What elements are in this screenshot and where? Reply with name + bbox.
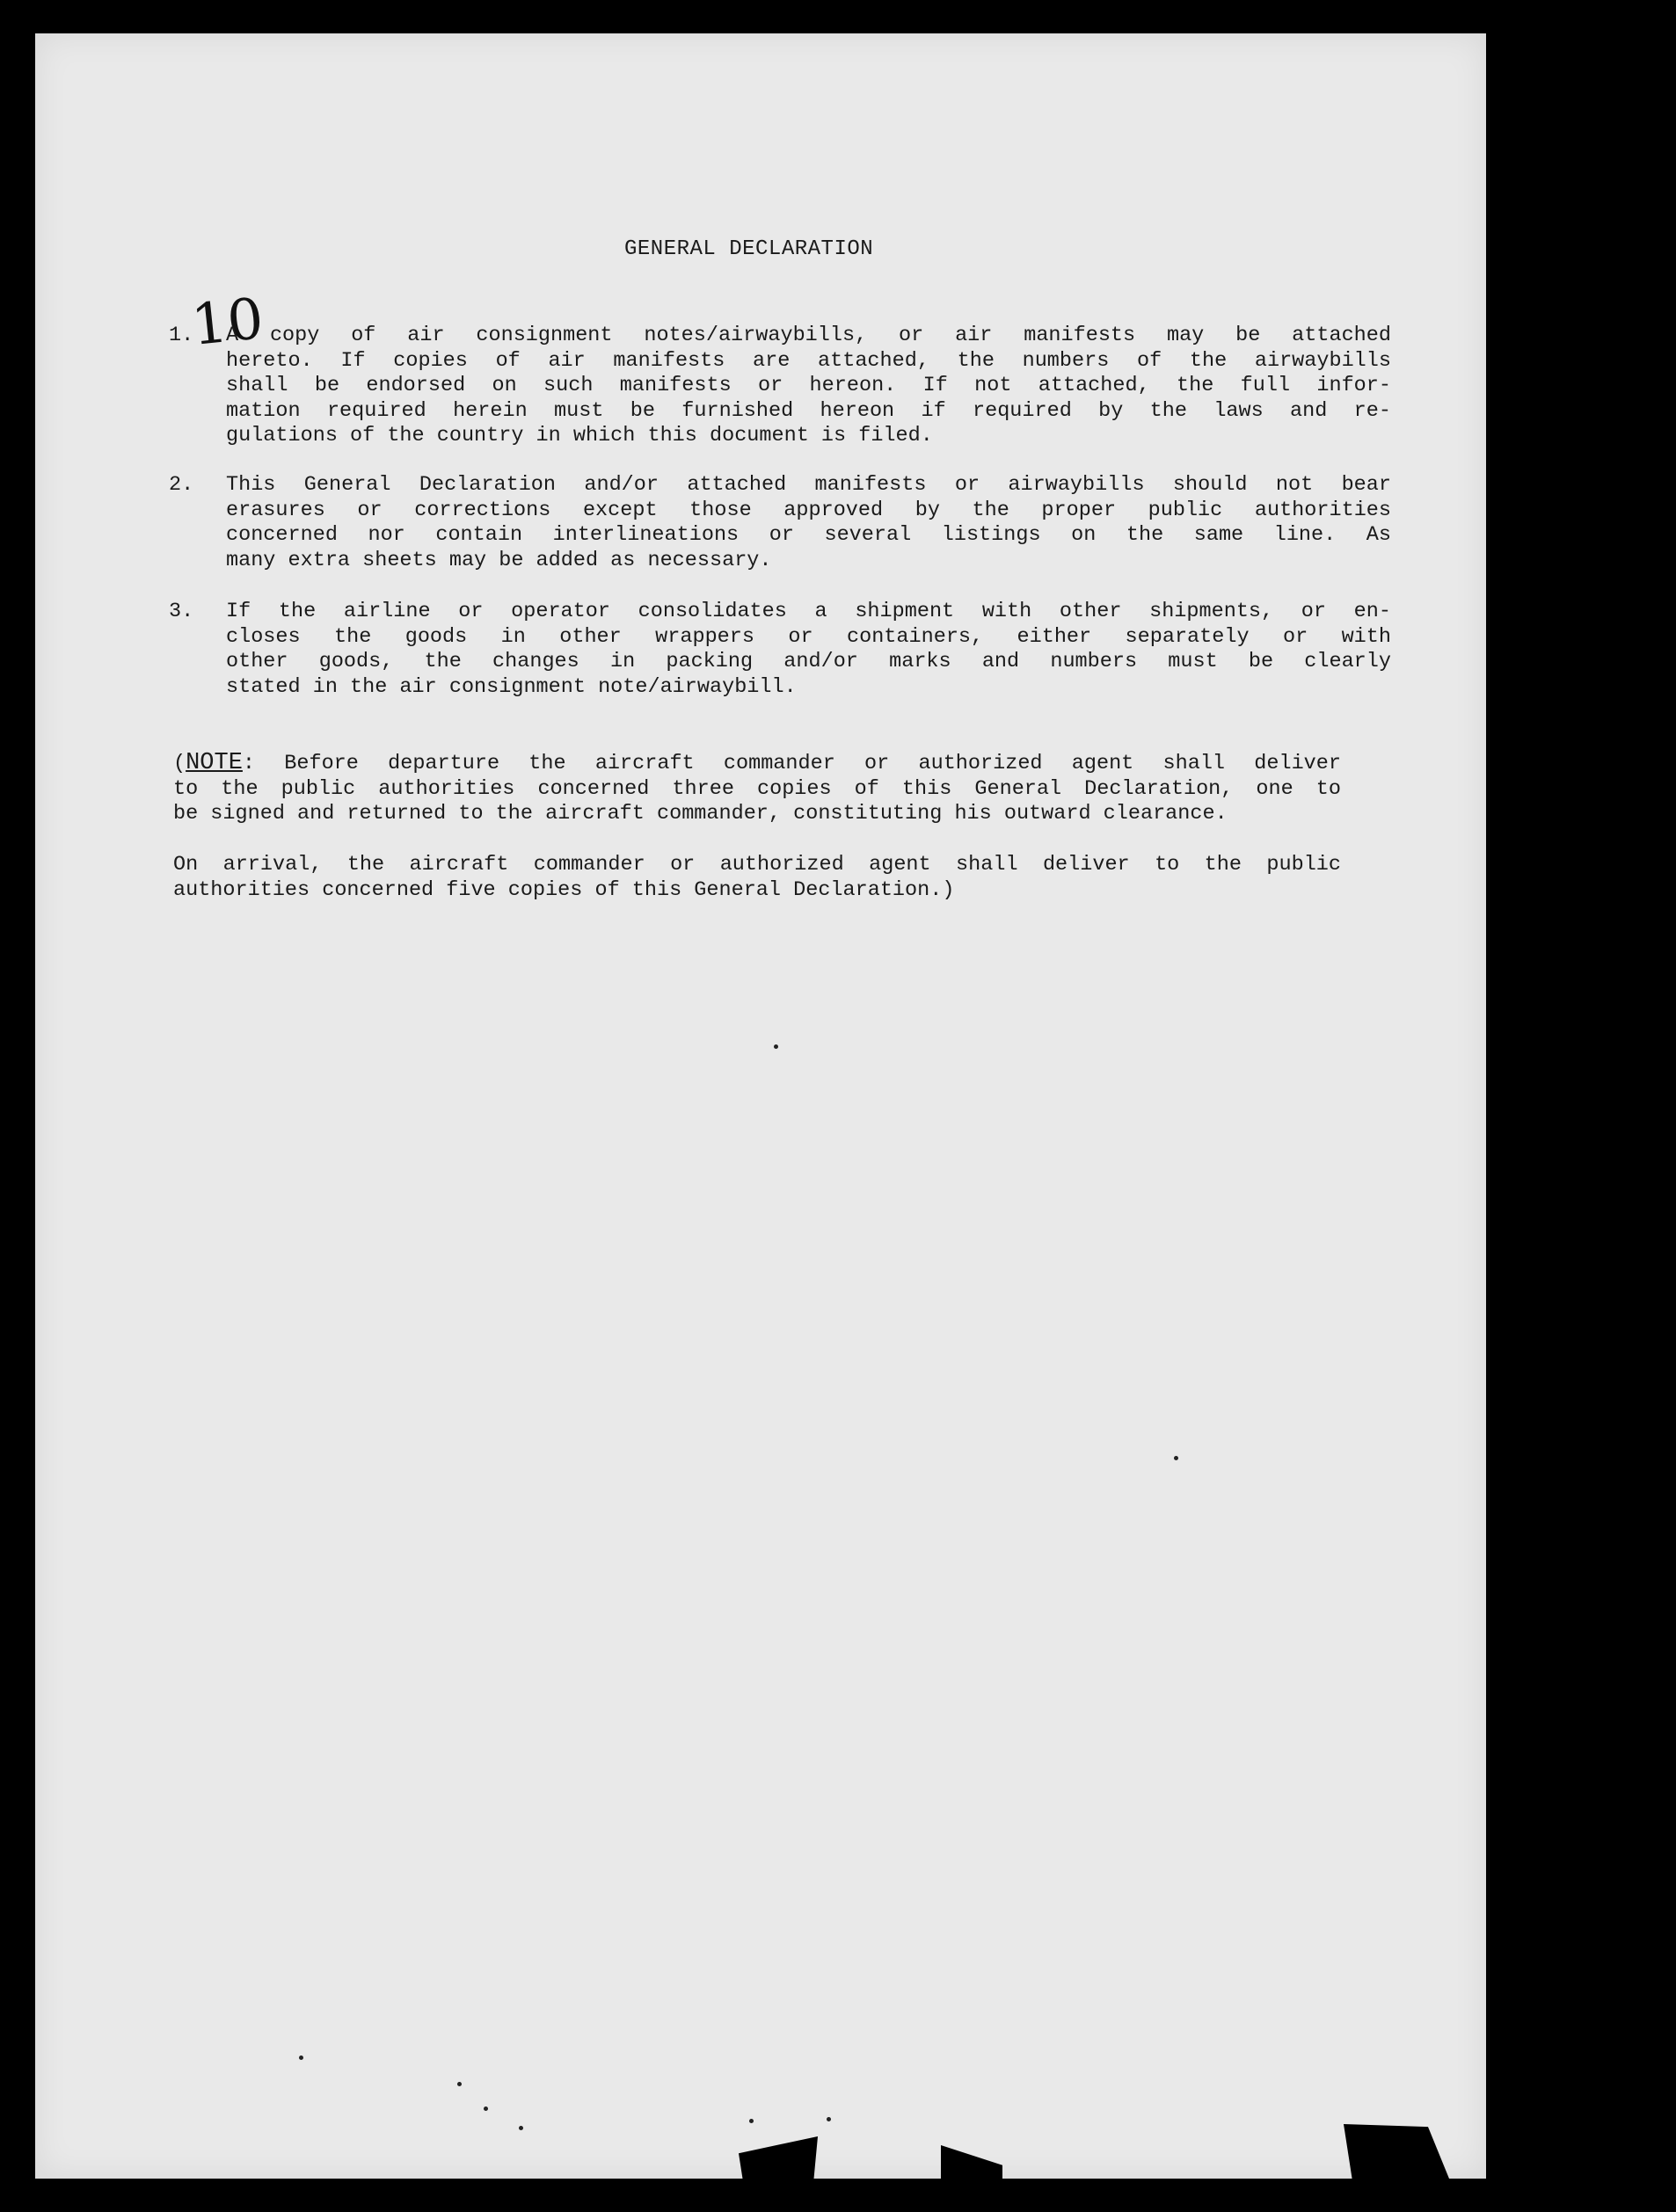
- item-line: mation required herein must be furnished hereon if required by the laws and re-: [226, 398, 1391, 423]
- declaration-item-1: [169, 324, 1391, 449]
- item-line: stated in the air consignment note/airwaybill.: [226, 674, 797, 699]
- scan-speck: [299, 2056, 303, 2060]
- item-line: shall be endorsed on such manifests or hereon. If not attached, the full infor-: [226, 374, 1391, 398]
- item-text: [226, 600, 1391, 700]
- note-label: NOTE: [186, 750, 243, 776]
- note-open-paren: (: [173, 752, 186, 775]
- scan-speck: [519, 2126, 523, 2130]
- scan-speck: [1174, 1456, 1178, 1460]
- item-line: many extra sheets may be added as necessary.: [226, 548, 772, 572]
- scan-damage: [739, 2136, 818, 2179]
- document-title: GENERAL DECLARATION: [624, 237, 874, 261]
- scan-speck: [827, 2117, 831, 2121]
- item-number: 2.: [169, 473, 194, 497]
- scan-speck: [457, 2082, 462, 2086]
- item-line: This General Declaration and/or attached manifests or airwaybills should not bear: [226, 473, 1391, 497]
- item-line: A copy of air consignment notes/airwaybills, or air manifests may be attached: [226, 324, 1391, 347]
- scan-speck: [749, 2119, 754, 2123]
- document-page: [35, 33, 1486, 2179]
- item-line: hereto. If copies of air manifests are attached, the numbers of the airwaybills: [226, 348, 1391, 373]
- item-line: If the airline or operator consolidates a shipment with other shipments, or en-: [226, 600, 1391, 623]
- note-paragraph: [173, 751, 1341, 827]
- arrival-paragraph: [173, 853, 1341, 903]
- scan-damage: [1344, 2124, 1449, 2179]
- arrival-line: On arrival, the aircraft commander or authorized agent shall deliver to the public: [173, 853, 1341, 877]
- scan-speck: [774, 1044, 778, 1049]
- item-line: erasures or corrections except those approved by the proper public authorities: [226, 498, 1391, 522]
- item-line: closes the goods in other wrappers or containers, either separately or with: [226, 624, 1391, 649]
- scan-damage: [941, 2145, 1002, 2179]
- item-line: gulations of the country in which this document is filed.: [226, 424, 933, 448]
- declaration-item-2: [169, 473, 1391, 573]
- handwritten-page-number: 10: [188, 286, 267, 360]
- item-text: [226, 473, 1391, 573]
- scan-speck: [484, 2106, 488, 2111]
- note-line: : Before departure the aircraft commander or authorized agent shall deliver: [242, 752, 1341, 775]
- note-line: to the public authorities concerned three copies of this General Declaration, one to: [173, 776, 1341, 801]
- note-first-line: [173, 751, 1341, 777]
- item-number: 3.: [169, 600, 194, 623]
- arrival-line: authorities concerned five copies of this General Declaration.): [173, 877, 955, 902]
- note-line: be signed and returned to the aircraft commander, constituting his outward clearance.: [173, 802, 1228, 826]
- item-text: [226, 324, 1391, 449]
- item-line: other goods, the changes in packing and/or marks and numbers must be clearly: [226, 650, 1391, 674]
- item-number: 1.: [169, 324, 194, 347]
- item-line: concerned nor contain interlineations or several listings on the same line. As: [226, 523, 1391, 548]
- declaration-item-3: [169, 600, 1391, 700]
